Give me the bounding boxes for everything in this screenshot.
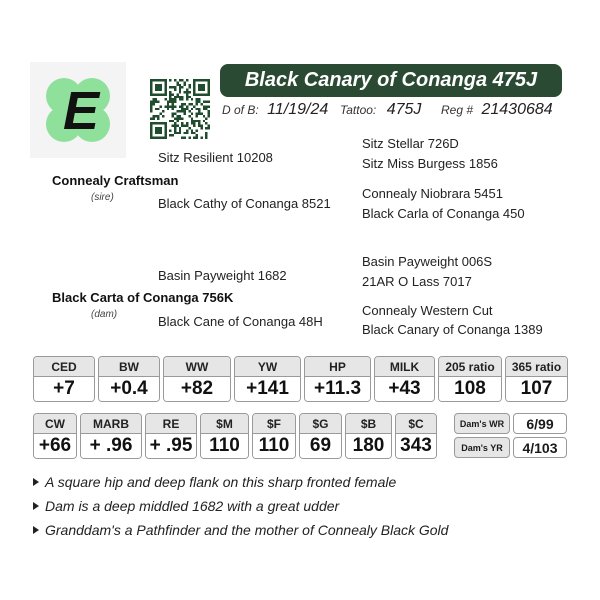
epd-value: 110 <box>253 434 295 458</box>
epd-value: 343 <box>396 434 436 458</box>
qr-code[interactable] <box>150 79 210 139</box>
epd-label: $F <box>253 414 295 434</box>
epd-label: $C <box>396 414 436 434</box>
epd-label: $M <box>201 414 248 434</box>
epd-value: 110 <box>201 434 248 458</box>
epd-cell <box>33 356 95 402</box>
sire-note: (sire) <box>91 192 114 203</box>
dam-wr-label: Dam's WR <box>454 413 510 434</box>
epd-cell <box>145 413 197 459</box>
sire-sire-sire: Sitz Stellar 726D <box>362 136 459 151</box>
comment-text: Granddam's a Pathfinder and the mother of Connealy Black Gold <box>45 522 449 538</box>
epd-cell <box>234 356 301 402</box>
epd-cell <box>345 413 392 459</box>
epd-label: WW <box>164 357 230 377</box>
epd-table-row-1 <box>33 356 568 402</box>
epd-cell <box>505 356 568 402</box>
epd-label: CED <box>34 357 94 377</box>
epd-value: +43 <box>375 377 434 401</box>
sire-sire: Sitz Resilient 10208 <box>158 150 273 165</box>
bullet-icon <box>33 502 39 510</box>
sire-name: Connealy Craftsman <box>52 173 179 188</box>
epd-cell <box>299 413 342 459</box>
epd-value: + .96 <box>81 434 141 458</box>
bullet-icon <box>33 478 39 486</box>
reg-field <box>441 101 553 119</box>
dob-value: 11/19/24 <box>267 101 329 118</box>
dam-dam-sire: Connealy Western Cut <box>362 303 493 318</box>
epd-cell <box>98 356 160 402</box>
comment-item <box>33 470 448 494</box>
reg-value: 21430684 <box>481 101 553 118</box>
animal-title: Black Canary of Conanga 475J <box>220 64 562 97</box>
epd-table-row-2 <box>33 413 437 459</box>
dam-weaning-ratio <box>454 413 567 434</box>
comment-text: A square hip and deep flank on this sharp fronted female <box>45 474 397 490</box>
epd-cell <box>33 413 77 459</box>
epd-value: +141 <box>235 377 300 401</box>
epd-value: +0.4 <box>99 377 159 401</box>
epd-cell <box>163 356 231 402</box>
epd-cell <box>395 413 437 459</box>
epd-value: +11.3 <box>305 377 370 401</box>
sire-dam-sire: Connealy Niobrara 5451 <box>362 186 503 201</box>
epd-label: HP <box>305 357 370 377</box>
dam-name: Black Carta of Conanga 756K <box>52 290 234 305</box>
epd-label: 205 ratio <box>439 357 501 377</box>
dam-yr-value: 4/103 <box>513 437 567 458</box>
dob-label: D of B: <box>222 103 259 117</box>
dam-sire-dam: 21AR O Lass 7017 <box>362 274 472 289</box>
dam-wr-value: 6/99 <box>513 413 567 434</box>
epd-label: RE <box>146 414 196 434</box>
epd-value: 69 <box>300 434 341 458</box>
tattoo-label: Tattoo: <box>340 103 377 117</box>
epd-value: 107 <box>506 377 567 401</box>
epd-cell <box>374 356 435 402</box>
epd-value: +82 <box>164 377 230 401</box>
dam-yr-label: Dam's YR <box>454 437 510 458</box>
dam-note: (dam) <box>91 309 118 320</box>
sire-dam-dam: Black Carla of Conanga 450 <box>362 206 525 221</box>
bullet-icon <box>33 526 39 534</box>
epd-value: 108 <box>439 377 501 401</box>
epd-label: $B <box>346 414 391 434</box>
dam-sire: Basin Payweight 1682 <box>158 268 287 283</box>
comments-list <box>33 470 448 542</box>
registry-logo <box>30 62 126 158</box>
dam-sire-sire: Basin Payweight 006S <box>362 254 493 269</box>
dam-dam: Black Cane of Conanga 48H <box>158 314 323 329</box>
comment-item <box>33 518 448 542</box>
epd-label: MARB <box>81 414 141 434</box>
epd-value: 180 <box>346 434 391 458</box>
comment-text: Dam is a deep middled 1682 with a great udder <box>45 498 340 514</box>
dob-field <box>222 101 328 119</box>
epd-label: YW <box>235 357 300 377</box>
comment-item <box>33 494 448 518</box>
dam-yearling-ratio <box>454 437 567 458</box>
epd-label: BW <box>99 357 159 377</box>
reg-label: Reg # <box>441 103 474 117</box>
logo-letter: E <box>63 81 100 141</box>
dam-dam-dam: Black Canary of Conanga 1389 <box>362 322 543 337</box>
epd-value: +7 <box>34 377 94 401</box>
tattoo-value: 475J <box>386 101 422 118</box>
epd-label: 365 ratio <box>506 357 567 377</box>
epd-label: CW <box>34 414 76 434</box>
sire-dam: Black Cathy of Conanga 8521 <box>158 196 331 211</box>
epd-cell <box>438 356 502 402</box>
epd-label: $G <box>300 414 341 434</box>
epd-value: +66 <box>34 434 76 458</box>
epd-cell <box>304 356 371 402</box>
tattoo-field <box>340 101 421 119</box>
epd-value: + .95 <box>146 434 196 458</box>
qr-code-icon <box>150 79 210 139</box>
epd-label: MILK <box>375 357 434 377</box>
sire-sire-dam: Sitz Miss Burgess 1856 <box>362 156 498 171</box>
epd-cell <box>252 413 296 459</box>
epd-cell <box>80 413 142 459</box>
epd-cell <box>200 413 249 459</box>
